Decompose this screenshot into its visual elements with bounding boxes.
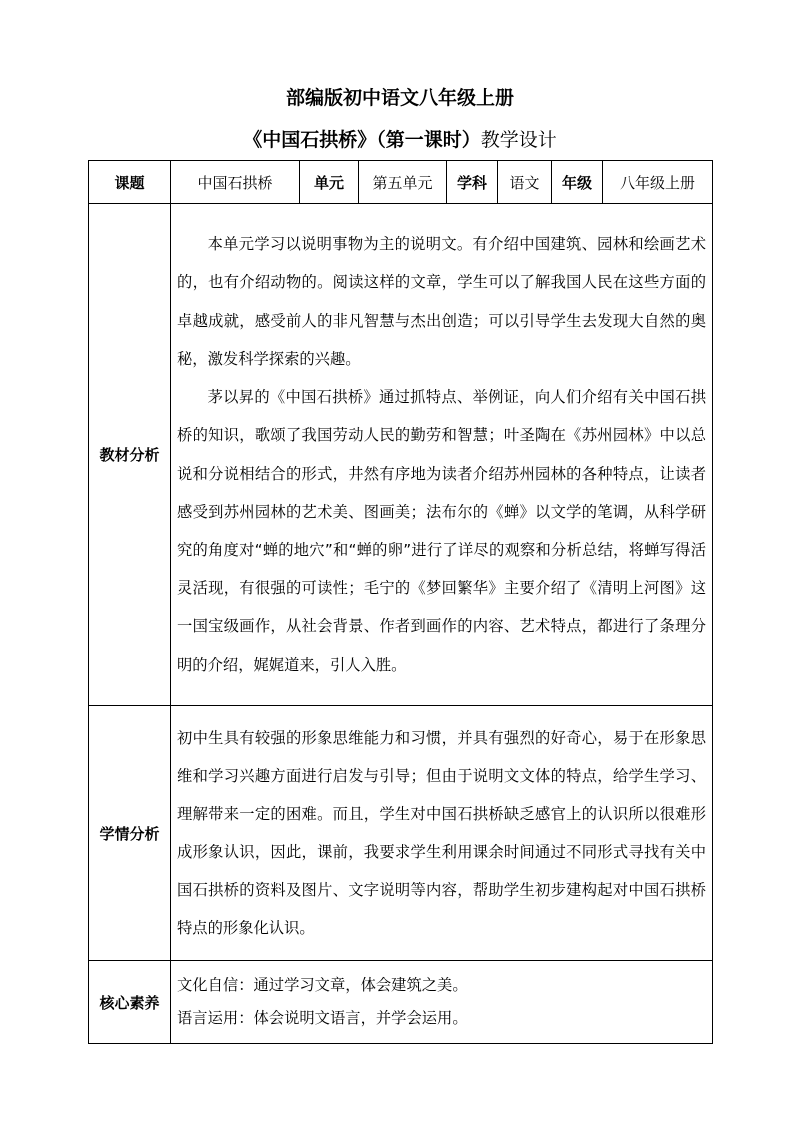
header-row — [89, 161, 713, 204]
learner-analysis-text: 初中生具有较强的形象思维能力和习惯，并具有强烈的好奇心，易于在形象思维和学习兴趣方面进行启发与引导；但由于说明文文体的特点，给学生学习、理解带来一定的困难。而且，学生对中国石拱桥缺乏感官上的认识所以很难形成形象认识，因此，课前，我要求学生利用课余时间通过不同形式寻找有关中国石拱桥的资料及图片、文字说明等内容，帮助学生初步建构起对中国石拱桥特点的形象化认识。 — [177, 729, 706, 937]
core-literacy-row — [89, 961, 713, 1044]
textbook-analysis-paragraph: 茅以昇的《中国石拱桥》通过抓特点、举例证，向人们介绍有关中国石拱桥的知识，歌颂了我国劳动人民的勤劳和智慧；叶圣陶在《苏州园林》中以总说和分说相结合的形式，井然有序地为读者介绍苏州园林的各种特点，让读者感受到苏州园林的艺术美、图画美；法布尔的《蝉》以文学的笔调，从科学研究的角度对“蝉的地穴”和“蝉的卵”进行了详尽的观察和分析总结，将蝉写得活灵活现，有很强的可读性；毛宁的《梦回繁华》主要介绍了《清明上河图》这一国宝级画作，从社会背景、作者到画作的内容、艺术特点，都进行了条理分明的介绍，娓娓道来，引人入胜。 — [177, 388, 706, 674]
document-title: 部编版初中语文八年级上册 — [285, 87, 514, 109]
core-literacy-item: 文化自信：通过学习文章，体会建筑之美。 — [177, 976, 468, 994]
subject-label: 学科 — [447, 161, 498, 204]
topic-label: 课题 — [89, 161, 171, 204]
lesson-plan-table — [88, 160, 713, 1044]
unit-label: 单元 — [300, 161, 359, 204]
unit-value: 第五单元 — [359, 161, 447, 204]
core-literacy-item: 语言运用：体会说明文语言，并学会运用。 — [177, 1009, 468, 1027]
learner-analysis-label: 学情分析 — [89, 706, 171, 961]
lesson-title-main: 《中国石拱桥》（第一课时） — [243, 129, 481, 151]
lesson-title-suffix: 教学设计 — [480, 129, 557, 151]
lesson-title — [0, 128, 800, 152]
core-literacy-content — [171, 961, 713, 1044]
core-literacy-label: 核心素养 — [89, 961, 171, 1044]
grade-value: 八年级上册 — [603, 161, 713, 204]
textbook-analysis-row — [89, 204, 713, 706]
textbook-analysis-content — [171, 204, 713, 706]
subject-value: 语文 — [498, 161, 552, 204]
textbook-analysis-label: 教材分析 — [89, 204, 171, 706]
learner-analysis-content — [171, 706, 713, 961]
textbook-analysis-paragraph: 本单元学习以说明事物为主的说明文。有介绍中国建筑、园林和绘画艺术的，也有介绍动物的。阅读这样的文章，学生可以了解我国人民在这些方面的卓越成就，感受前人的非凡智慧与杰出创造；可以引导学生去发现大自然的奥秘，激发科学探索的兴趣。 — [177, 235, 706, 368]
topic-value: 中国石拱桥 — [171, 161, 300, 204]
learner-analysis-row — [89, 706, 713, 961]
grade-label: 年级 — [552, 161, 603, 204]
